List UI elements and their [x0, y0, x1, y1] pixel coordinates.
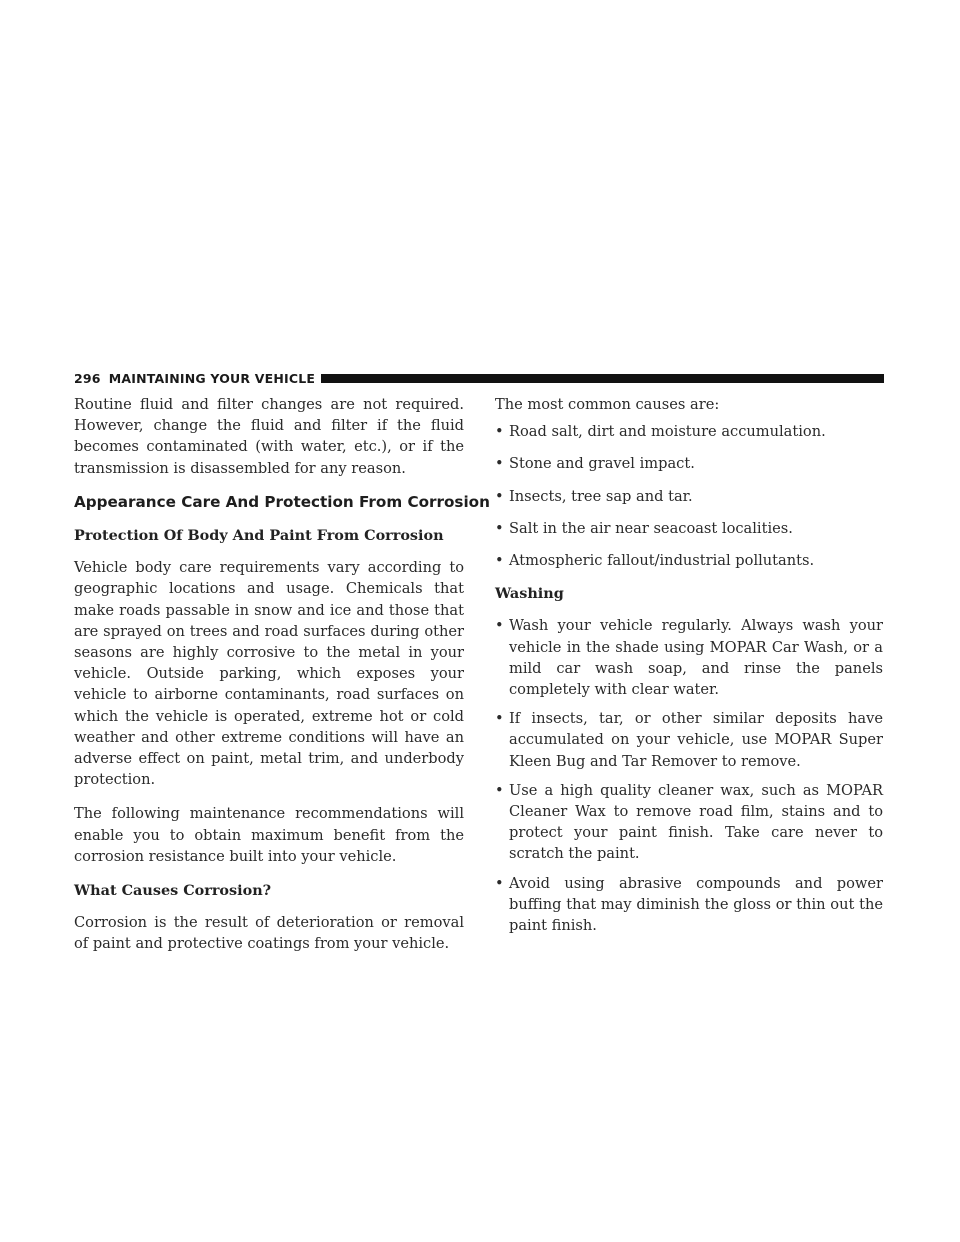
list-item: [495, 421, 883, 442]
bullet-icon: •: [495, 487, 504, 505]
paragraph-requirements: Vehicle body care requirements vary according to geographic locations and usage. Chemicals that make roads passable in snow and ice and those that are sprayed on trees and road surfaces during other seasons are highly corrosive to the metal in your vehicle. Outside parking, which exposes your vehicle to airborne contaminants, road surfaces on which the vehicle is operated, extreme hot or cold weather and other extreme conditions will have an adverse effect on paint, metal trim, and underbody protection.: [74, 559, 464, 789]
left-column: [74, 394, 490, 968]
washing-list: [495, 615, 883, 936]
list-item: [495, 873, 883, 937]
list-item-text: Avoid using abrasive compounds and power buffing that may diminish the gloss or thin out the paint finish.: [509, 874, 883, 935]
bullet-icon: •: [495, 519, 504, 537]
list-item: [495, 453, 883, 474]
header-rule: [321, 374, 884, 383]
bullet-icon: •: [495, 423, 504, 441]
list-item: [495, 550, 883, 571]
list-item-text: Wash your vehicle regularly. Always wash your vehicle in the shade using MOPAR Car Wash, or a mild car wash soap, and rinse the panels completely with clear water.: [509, 617, 883, 699]
section-heading: Appearance Care And Protection From Corrosion: [74, 492, 490, 511]
list-item: [495, 486, 883, 507]
section-title: MAINTAINING YOUR VEHICLE: [108, 370, 316, 386]
washing-heading: Washing: [495, 585, 564, 603]
list-item: [495, 615, 883, 700]
page-header: [74, 370, 884, 386]
list-item-text: Use a high quality cleaner wax, such as MOPAR Cleaner Wax to remove road film, stains and to protect your paint finish. Take care never to scratch the paint.: [509, 781, 883, 863]
causes-list: [495, 421, 883, 571]
list-item-text: Salt in the air near seacoast localities.: [509, 519, 793, 537]
paragraph-recommendations: The following maintenance recommendations will enable you to obtain maximum benefit from the corrosion resistance built into your vehicle.: [74, 805, 464, 865]
bullet-icon: •: [495, 710, 504, 728]
bullet-icon: •: [495, 874, 504, 892]
list-item-text: Insects, tree sap and tar.: [509, 487, 693, 505]
list-item-text: Road salt, dirt and moisture accumulation.: [509, 423, 826, 441]
list-item-text: If insects, tar, or other similar deposits have accumulated on your vehicle, use MOPAR Super Kleen Bug and Tar Remover to remove.: [509, 710, 883, 770]
page-number: 296: [74, 370, 101, 386]
paragraph-causes: Corrosion is the result of deterioration or removal of paint and protective coatings from your vehicle.: [74, 914, 464, 953]
right-column: [495, 394, 883, 944]
intro-paragraph: Routine fluid and filter changes are not required. However, change the fluid and filter if the fluid becomes contaminated (with water, etc.), or if the transmission is disassembled for any reason.: [74, 396, 464, 477]
list-item: [495, 518, 883, 539]
bullet-icon: •: [495, 781, 504, 799]
subheading-protection: Protection Of Body And Paint From Corrosion: [74, 527, 444, 545]
list-item-text: Atmospheric fallout/industrial pollutants.: [509, 552, 815, 570]
subheading-causes: What Causes Corrosion?: [74, 882, 272, 900]
list-item: [495, 708, 883, 772]
bullet-icon: •: [495, 455, 504, 473]
bullet-icon: •: [495, 552, 504, 570]
list-item-text: Stone and gravel impact.: [509, 455, 695, 473]
bullet-icon: •: [495, 617, 504, 635]
list-item: [495, 780, 883, 865]
causes-intro: The most common causes are:: [495, 396, 720, 413]
